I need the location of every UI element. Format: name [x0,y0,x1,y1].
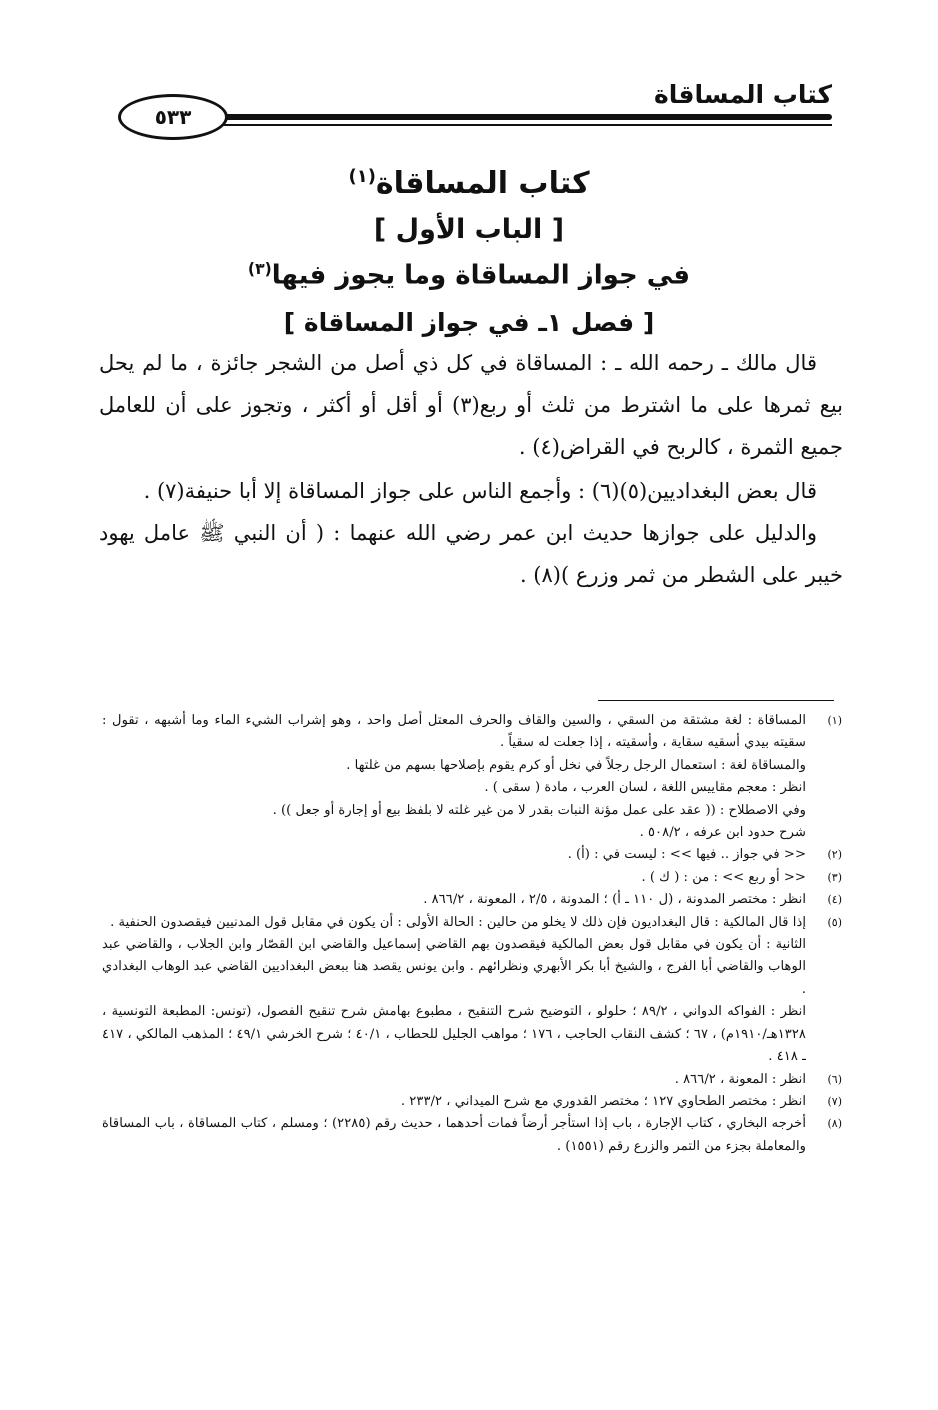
section-title: [ فصل ١ـ في جواز المساقاة ] [283,308,655,337]
footnote-line: انظر : مختصر المدونة ، (ل ١١٠ ـ أ) ؛ المدونة ، ٢/٥ ، المعونة ، ٨٦٦/٢ . [423,892,806,908]
book-title [0,166,938,201]
page-number-text: ٥٣٣ [154,105,192,129]
footnote-mark: (٣) [827,870,842,884]
footnote-line: المساقاة : لغة مشتقة من السقي ، والسين والقاف والحرف المعتل أصل واحد ، وهو إشراب الشيء الماء وما أشبهه ، تقول : سقيته بيدي أسقيه سقاية ، وأسقيته ، إذا جعلت له سقياً . [102,713,806,751]
paragraph-2: قال بعض البغداديين(٥)(٦) : وأجمع الناس على جواز المساقاة إلا أبا حنيفة(٧) . [143,479,817,503]
running-title: كتاب المساقاة [653,80,832,109]
footnote-mark: (٨) [827,1117,842,1131]
footnote-line: انظر : معجم مقاييس اللغة ، لسان العرب ، مادة ( سقى ) . [484,780,806,796]
paragraph-1: قال مالك ـ رحمه الله ـ : المساقاة في كل ذي أصل من الشجر جائزة ، ما لم يحل بيع ثمرها على ما اشترط من ثلث أو ربع(٣) أو أقل أو أكثر ، وتجوز على أن للعامل جميع الثمرة ، كالربح في القراض(٤) . [99,351,843,459]
footnote-1 [102,710,842,844]
subject-title-text: في جواز المساقاة وما يجوز فيها [271,260,691,291]
footnote-2 [102,844,842,866]
footnote-7 [102,1091,842,1113]
chapter-title: [ الباب الأول ] [373,214,565,245]
header-rule-thin [152,124,832,126]
footnote-line: والمساقاة لغة : استعمال الرجل رجلاً في نخل أو كرم يقوم بإصلاحها بسهم من غلتها . [346,757,806,773]
footnote-line: << أو ربع >> : من : ( ك ) . [641,869,806,885]
footnote-mark: (٧) [827,1094,842,1108]
subject-title [0,260,938,291]
footnote-line: انظر : الفواكه الدواني ، ٨٩/٢ ؛ حلولو ، التوضيح شرح التنقيح ، مطبوع بهامش شرح تنقيح الفصول، (تونس: المطبعة التونسية ، ١٣٢٨هـ/١٩١٠م) ، ٦٧ ؛ كشف النقاب الحاجب ، ١٧٦ ؛ مواهب الجليل للحطاب ، ٤٠/١ ؛ شرح الخرشي ٤٩/١ ؛ المذهب المالكي ، ٤١٧ ـ ٤١٨ . [102,1004,807,1065]
footnote-mark: (٥) [827,915,842,929]
book-title-footnote-ref: (١) [348,166,376,187]
footnote-mark: (١) [827,714,842,727]
footnote-line: انظر : مختصر الطحاوي ١٢٧ ؛ مختصر القدوري مع شرح الميداني ، ٢٣٣/٢ . [400,1093,806,1109]
subject-footnote-ref: (٣) [247,260,272,278]
footnote-line: انظر : المعونة ، ٨٦٦/٢ . [674,1071,806,1087]
footnote-5 [102,912,842,1069]
page-header [112,78,832,140]
footnote-line: << في جواز .. فيها >> : ليست في : (أ) . [567,847,806,863]
footnote-6 [102,1069,842,1091]
footnote-mark: (٤) [827,893,842,907]
footnote-line: وفي الاصطلاح : (( عقد على عمل مؤنة النبات بقدر لا من غير غلته لا بلفظ بيع أو إجارة أو جعل )) . [272,802,806,818]
footnote-line: الثانية : أن يكون في مقابل قول بعض المالكية فيقصدون بهم القاضي إسماعيل والقاضي ابن القصّار وابن الجلاب ، والقاضي عبد الوهاب والقاضي أبا الفرج ، والشيخ أبا بكر الأبهري ونظرائهم . وابن يونس يقصد هنا ببعض البغداديين القاضي عبد الوهاب البغدادي . [102,937,806,997]
footnote-mark: (٦) [827,1072,842,1086]
header-rule [152,114,832,120]
footnote-8 [102,1113,842,1158]
footnote-mark: (٢) [827,848,842,862]
book-title-text: كتاب المساقاة [375,166,590,201]
footnotes [102,710,842,1158]
footnote-line: أخرجه البخاري ، كتاب الإجارة ، باب إذا استأجر أرضاً فمات أحدهما ، حديث رقم (٢٢٨٥) ؛ ومسلم ، كتاب المساقاة ، باب المساقاة والمعاملة بجزء من التمر والزرع رقم (١٥٥١) . [102,1116,806,1154]
footnote-3 [102,867,842,889]
footnote-divider [598,700,834,701]
paragraph-3: والدليل على جوازها حديث ابن عمر رضي الله عنهما : ( أن النبي ﷺ عامل يهود خيبر على الشطر من ثمر وزرع )(٨) . [99,521,843,587]
page-number [118,94,228,140]
footnote-line: شرح حدود ابن عرفه ، ٥٠٨/٢ . [639,825,806,841]
footnote-line: إذا قال المالكية : قال البغداديون فإن ذلك لا يخلو من حالين : الحالة الأولى : أن يكون في مقابل قول المدنيين فيقصدون الحنفية . [110,914,806,930]
footnote-4 [102,889,842,911]
